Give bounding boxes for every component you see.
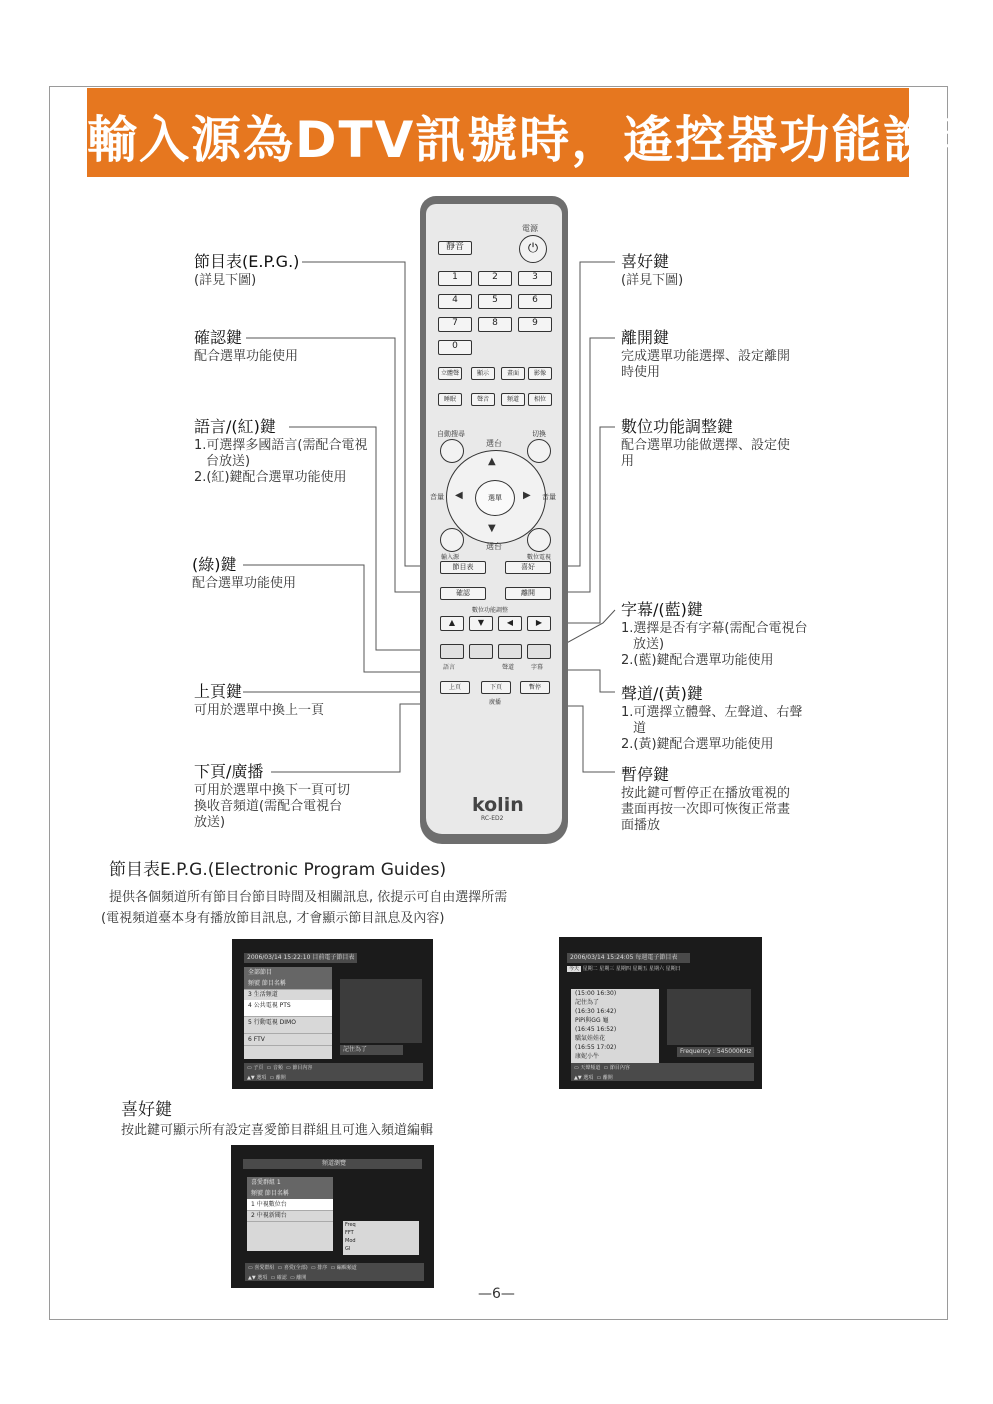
footer-item: ▲▼ 選項 <box>247 1075 267 1081</box>
annotation-line: 用 <box>621 454 635 469</box>
annotation-line: 可用於選單中換上一頁 <box>194 703 325 718</box>
footer-item: ▭ 離開 <box>289 1275 307 1281</box>
footer-item: ▲▼ 選項 <box>248 1275 268 1281</box>
power-label: 電源 <box>522 224 538 233</box>
digital-right-button[interactable]: ▶ <box>527 616 551 631</box>
fav-section-title: 喜好鍵 <box>121 1100 172 1120</box>
annotation-line: 1.可選擇立體聲、左聲道、右聲 <box>621 705 803 720</box>
annotation-line: 2.(紅)鍵配合選單功能使用 <box>194 470 347 485</box>
green-button[interactable] <box>469 644 493 659</box>
annotation-line: 完成選單功能選擇、設定離開 <box>621 349 791 364</box>
list-subheader: 頻號 節目名稱 <box>244 978 332 990</box>
confirm-button[interactable]: 確認 <box>440 587 486 600</box>
yellow-audio-button[interactable] <box>498 644 522 659</box>
program-caption: 記住為了 <box>340 1045 403 1055</box>
digital-up-button[interactable]: ▲ <box>440 616 464 631</box>
schedule-item: (16:45 16:52) <box>575 1026 617 1033</box>
language-label: 語言 <box>443 664 456 671</box>
annotation-title: 聲道/(黃)鍵 <box>621 684 703 703</box>
page-number: —6— <box>478 1286 515 1302</box>
volume-left-label: 音量 <box>430 493 444 501</box>
favorite-list-panel <box>247 1177 333 1251</box>
model-label: RC-ED2 <box>481 815 504 822</box>
right-arrow-icon: ▶ <box>523 490 531 501</box>
list-subheader: 頻號 節目名稱 <box>247 1188 333 1200</box>
digit-7-button[interactable]: 7 <box>438 317 472 332</box>
annotation-pgup <box>194 684 374 719</box>
video-preview <box>667 989 751 1045</box>
annotation-line: 台放送) <box>206 454 251 469</box>
annotation-line: 換收音頻道(需配合電視台 <box>194 799 343 814</box>
page-title: 輸入源為DTV訊號時，遙控器功能說明 <box>87 111 988 169</box>
annotation-line: 放送) <box>194 815 226 830</box>
digit-1-button[interactable]: 1 <box>438 271 472 286</box>
digit-8-button[interactable]: 8 <box>478 317 512 332</box>
annotation-confirm <box>194 330 374 365</box>
day-tab: 星期二 <box>582 966 598 972</box>
screen-footer <box>245 1263 424 1281</box>
page-down-button[interactable]: 下頁 <box>481 681 511 694</box>
annotation-line: 配合選單功能做選擇、設定使 <box>621 438 791 453</box>
annotation-pause <box>621 767 821 834</box>
digit-3-button[interactable]: 3 <box>518 271 552 286</box>
list-item: 4 公共電視 PTS <box>244 1000 332 1017</box>
volume-right-label: 音量 <box>542 493 556 501</box>
auto-search-label: 自動搜尋 <box>437 430 465 438</box>
digit-9-button[interactable]: 9 <box>518 317 552 332</box>
annotation-title: (綠)鍵 <box>192 555 237 574</box>
day-tab: 星期四 <box>615 966 631 972</box>
annotation-digital <box>621 419 816 470</box>
list-item: 2 中視新聞台 <box>247 1210 333 1222</box>
favorite-button[interactable]: 喜好 <box>505 561 551 574</box>
annotation-title: 語言/(紅)鍵 <box>194 417 276 436</box>
power-button[interactable] <box>519 235 547 263</box>
annotation-title: 字幕/(藍)鍵 <box>621 600 703 619</box>
epg-screenshot-now <box>232 939 433 1089</box>
input-button[interactable] <box>440 528 464 552</box>
sleep-button[interactable]: 睡眠 <box>438 393 462 406</box>
annotation-title: 喜好鍵 <box>621 252 670 271</box>
annotation-green <box>192 557 352 592</box>
schedule-item: 驕氣娃娃花 <box>575 1035 606 1042</box>
phase-button[interactable]: 相位 <box>528 393 552 406</box>
subtitle-label: 字幕 <box>531 664 544 671</box>
annotation-exit <box>621 330 816 381</box>
annotation-line: 時使用 <box>621 365 661 380</box>
up-arrow-icon: ▲ <box>488 456 496 467</box>
schedule-item: 康妮小牛 <box>575 1053 600 1060</box>
day-tabs <box>567 965 753 975</box>
day-tab: 星期五 <box>632 966 648 972</box>
annotation-title: 確認鍵 <box>194 328 243 347</box>
fav-section-line: 按此鍵可顯示所有設定喜愛節目群組且可進入頻道編輯 <box>121 1123 434 1138</box>
epg-screenshot-weekly <box>559 937 762 1089</box>
annotation-line: 1.選擇是否有字幕(需配合電視台 <box>621 621 808 636</box>
info-item: GI <box>345 1246 351 1252</box>
day-tab: 星期六 <box>649 966 665 972</box>
channel-down-label: 選台 <box>486 542 502 551</box>
footer-item: ▭ 天聲頻道 <box>574 1065 601 1071</box>
annotation-line: 2.(藍)鍵配合選單功能使用 <box>621 653 774 668</box>
switch-label: 切換 <box>532 430 546 438</box>
digital-tv-button[interactable] <box>527 528 551 552</box>
annotation-line: 1.可選擇多國語言(需配合電視 <box>194 438 368 453</box>
annotation-title: 節目表(E.P.G.) <box>194 252 300 271</box>
screen-top-bar: 2006/03/14 15:24:05 每週電子節目表 <box>567 953 690 963</box>
screen-top-bar: 2006/03/14 15:22:10 目前電子節目表 <box>244 953 357 963</box>
digit-6-button[interactable]: 6 <box>518 294 552 309</box>
audio-label: 聲道 <box>502 664 515 671</box>
footer-item: ▭ 子頁 <box>247 1065 264 1071</box>
annotation-line: (詳見下圖) <box>194 273 257 288</box>
sound-button[interactable]: 聲音 <box>471 393 495 406</box>
menu-label: 選單 <box>488 494 502 502</box>
schedule-item: (16:55 17:02) <box>575 1044 617 1051</box>
annotation-title: 上頁鍵 <box>194 682 243 701</box>
channel-up-label: 選台 <box>486 439 502 448</box>
schedule-item: 記住為了 <box>575 999 600 1006</box>
annotation-epg <box>194 254 304 289</box>
annotation-audio <box>621 686 821 753</box>
epg-section-title: 節目表E.P.G.(Electronic Program Guides) <box>109 860 447 880</box>
footer-item: ▭ 喜愛群組 <box>248 1265 275 1271</box>
digit-4-button[interactable]: 4 <box>438 294 472 309</box>
schedule-item: (16:30 16:42) <box>575 1008 617 1015</box>
annotation-line: 畫面再按一次即可恢復正常畫 <box>621 802 791 817</box>
digit-5-button[interactable]: 5 <box>478 294 512 309</box>
list-item: 1 中視數位台 <box>247 1199 333 1211</box>
annotation-title: 數位功能調整鍵 <box>621 417 734 436</box>
input-label: 輸入源 <box>441 554 460 561</box>
channel-button[interactable]: 頻道 <box>501 393 525 406</box>
power-icon: ⏻ <box>527 241 539 256</box>
exit-button[interactable]: 離開 <box>505 587 551 600</box>
digit-2-button[interactable]: 2 <box>478 271 512 286</box>
screen-button[interactable]: 畫面 <box>501 367 525 380</box>
annotation-line: 配合選單功能使用 <box>194 349 299 364</box>
signal-info-panel <box>343 1221 419 1255</box>
epg-section-line: 提供各個頻道所有節目台節目時間及相關訊息, 依提示可自由選擇所需 <box>109 890 508 905</box>
stereo-button[interactable]: 立體聲 <box>438 367 462 380</box>
screen-footer <box>244 1063 423 1081</box>
digital-left-button[interactable]: ◀ <box>498 616 522 631</box>
info-item: Mod <box>345 1238 356 1244</box>
annotation-title: 暫停鍵 <box>621 765 670 784</box>
pause-button[interactable]: 暫停 <box>520 681 550 694</box>
annotation-line: 配合選單功能使用 <box>192 576 297 591</box>
screen-top-bar: 頻道瀏覽 <box>243 1159 422 1169</box>
list-item: 5 行動電視 DIMO <box>244 1017 332 1034</box>
left-arrow-icon: ◀ <box>455 490 463 501</box>
footer-item: ▭ 節目內容 <box>603 1065 630 1071</box>
day-tab: 今天 <box>569 966 580 972</box>
auto-search-button[interactable] <box>440 439 464 463</box>
menu-button[interactable] <box>475 480 515 516</box>
annotation-line: 道 <box>633 721 647 736</box>
brand-logo: kolin <box>472 794 524 816</box>
channel-browse-screenshot <box>231 1145 434 1288</box>
annotation-title: 離開鍵 <box>621 328 670 347</box>
footer-item: ▭ 排序 <box>310 1265 328 1271</box>
annotation-line: (詳見下圖) <box>621 273 684 288</box>
footer-item: ▭ 離開 <box>596 1075 613 1081</box>
annotation-fav <box>621 254 811 289</box>
info-item: FFT <box>345 1230 354 1236</box>
list-header: 全部節目 <box>244 967 332 979</box>
picture-button[interactable]: 影像 <box>528 367 552 380</box>
annotation-subtitle <box>621 602 821 669</box>
list-header: 喜愛群組 1 <box>247 1177 333 1189</box>
red-language-button[interactable] <box>440 644 464 659</box>
blue-subtitle-button[interactable] <box>527 644 551 659</box>
footer-item: ▭ 離開 <box>269 1075 286 1081</box>
footer-item: ▭ 喜愛(全部) <box>277 1265 308 1271</box>
schedule-item: PiPi與GG 龜 <box>575 1017 609 1024</box>
annotation-line: 放送) <box>633 637 665 652</box>
info-item: Freq <box>345 1222 356 1228</box>
annotation-lang <box>194 419 374 486</box>
schedule-item: (15:00 16:30) <box>575 990 617 997</box>
footer-item: ▭ 編輯頻道 <box>330 1265 357 1271</box>
schedule-panel <box>571 989 659 1063</box>
switch-button[interactable] <box>527 439 551 463</box>
video-preview <box>340 979 422 1043</box>
digital-down-button[interactable]: ▼ <box>469 616 493 631</box>
channel-list-panel <box>244 967 332 1059</box>
display-button[interactable]: 顯示 <box>471 367 495 380</box>
page-up-button[interactable]: 上頁 <box>440 681 470 694</box>
list-item: 3 生活頻道 <box>244 989 332 1001</box>
footer-item: ▭ 節目內容 <box>286 1065 313 1071</box>
screen-footer <box>571 1063 754 1081</box>
annotation-line: 按此鍵可暫停正在播放電視的 <box>621 786 791 801</box>
epg-section-line: (電視頻道臺本身有播放節目訊息, 才會顯示節目訊息及內容) <box>101 911 445 926</box>
list-item: 6 FTV <box>244 1034 332 1046</box>
broadcast-label: 廣播 <box>489 699 502 706</box>
annotation-line: 可用於選單中換下一頁可切 <box>194 783 351 798</box>
mute-button[interactable]: 靜音 <box>438 241 472 255</box>
day-tab: 星期三 <box>599 966 615 972</box>
frequency-readout: Frequency : 545000KHz <box>677 1047 754 1057</box>
annotation-line: 2.(黃)鍵配合選單功能使用 <box>621 737 774 752</box>
footer-item: ▭ 音頻 <box>266 1065 283 1071</box>
digit-0-button[interactable]: 0 <box>438 340 472 355</box>
digital-tv-label: 數位電視 <box>527 554 552 561</box>
down-arrow-icon: ▼ <box>488 523 496 534</box>
annotation-title: 下頁/廣播 <box>194 762 264 781</box>
epg-button[interactable]: 節目表 <box>440 561 486 574</box>
footer-item: ▭ 確認 <box>270 1275 287 1281</box>
footer-item: ▲▼ 選項 <box>574 1075 594 1081</box>
day-tab: 星期日 <box>665 966 681 972</box>
annotation-pgdn <box>194 764 374 831</box>
annotation-line: 面播放 <box>621 818 661 833</box>
digital-adjust-label: 數位功能調整 <box>472 607 509 614</box>
